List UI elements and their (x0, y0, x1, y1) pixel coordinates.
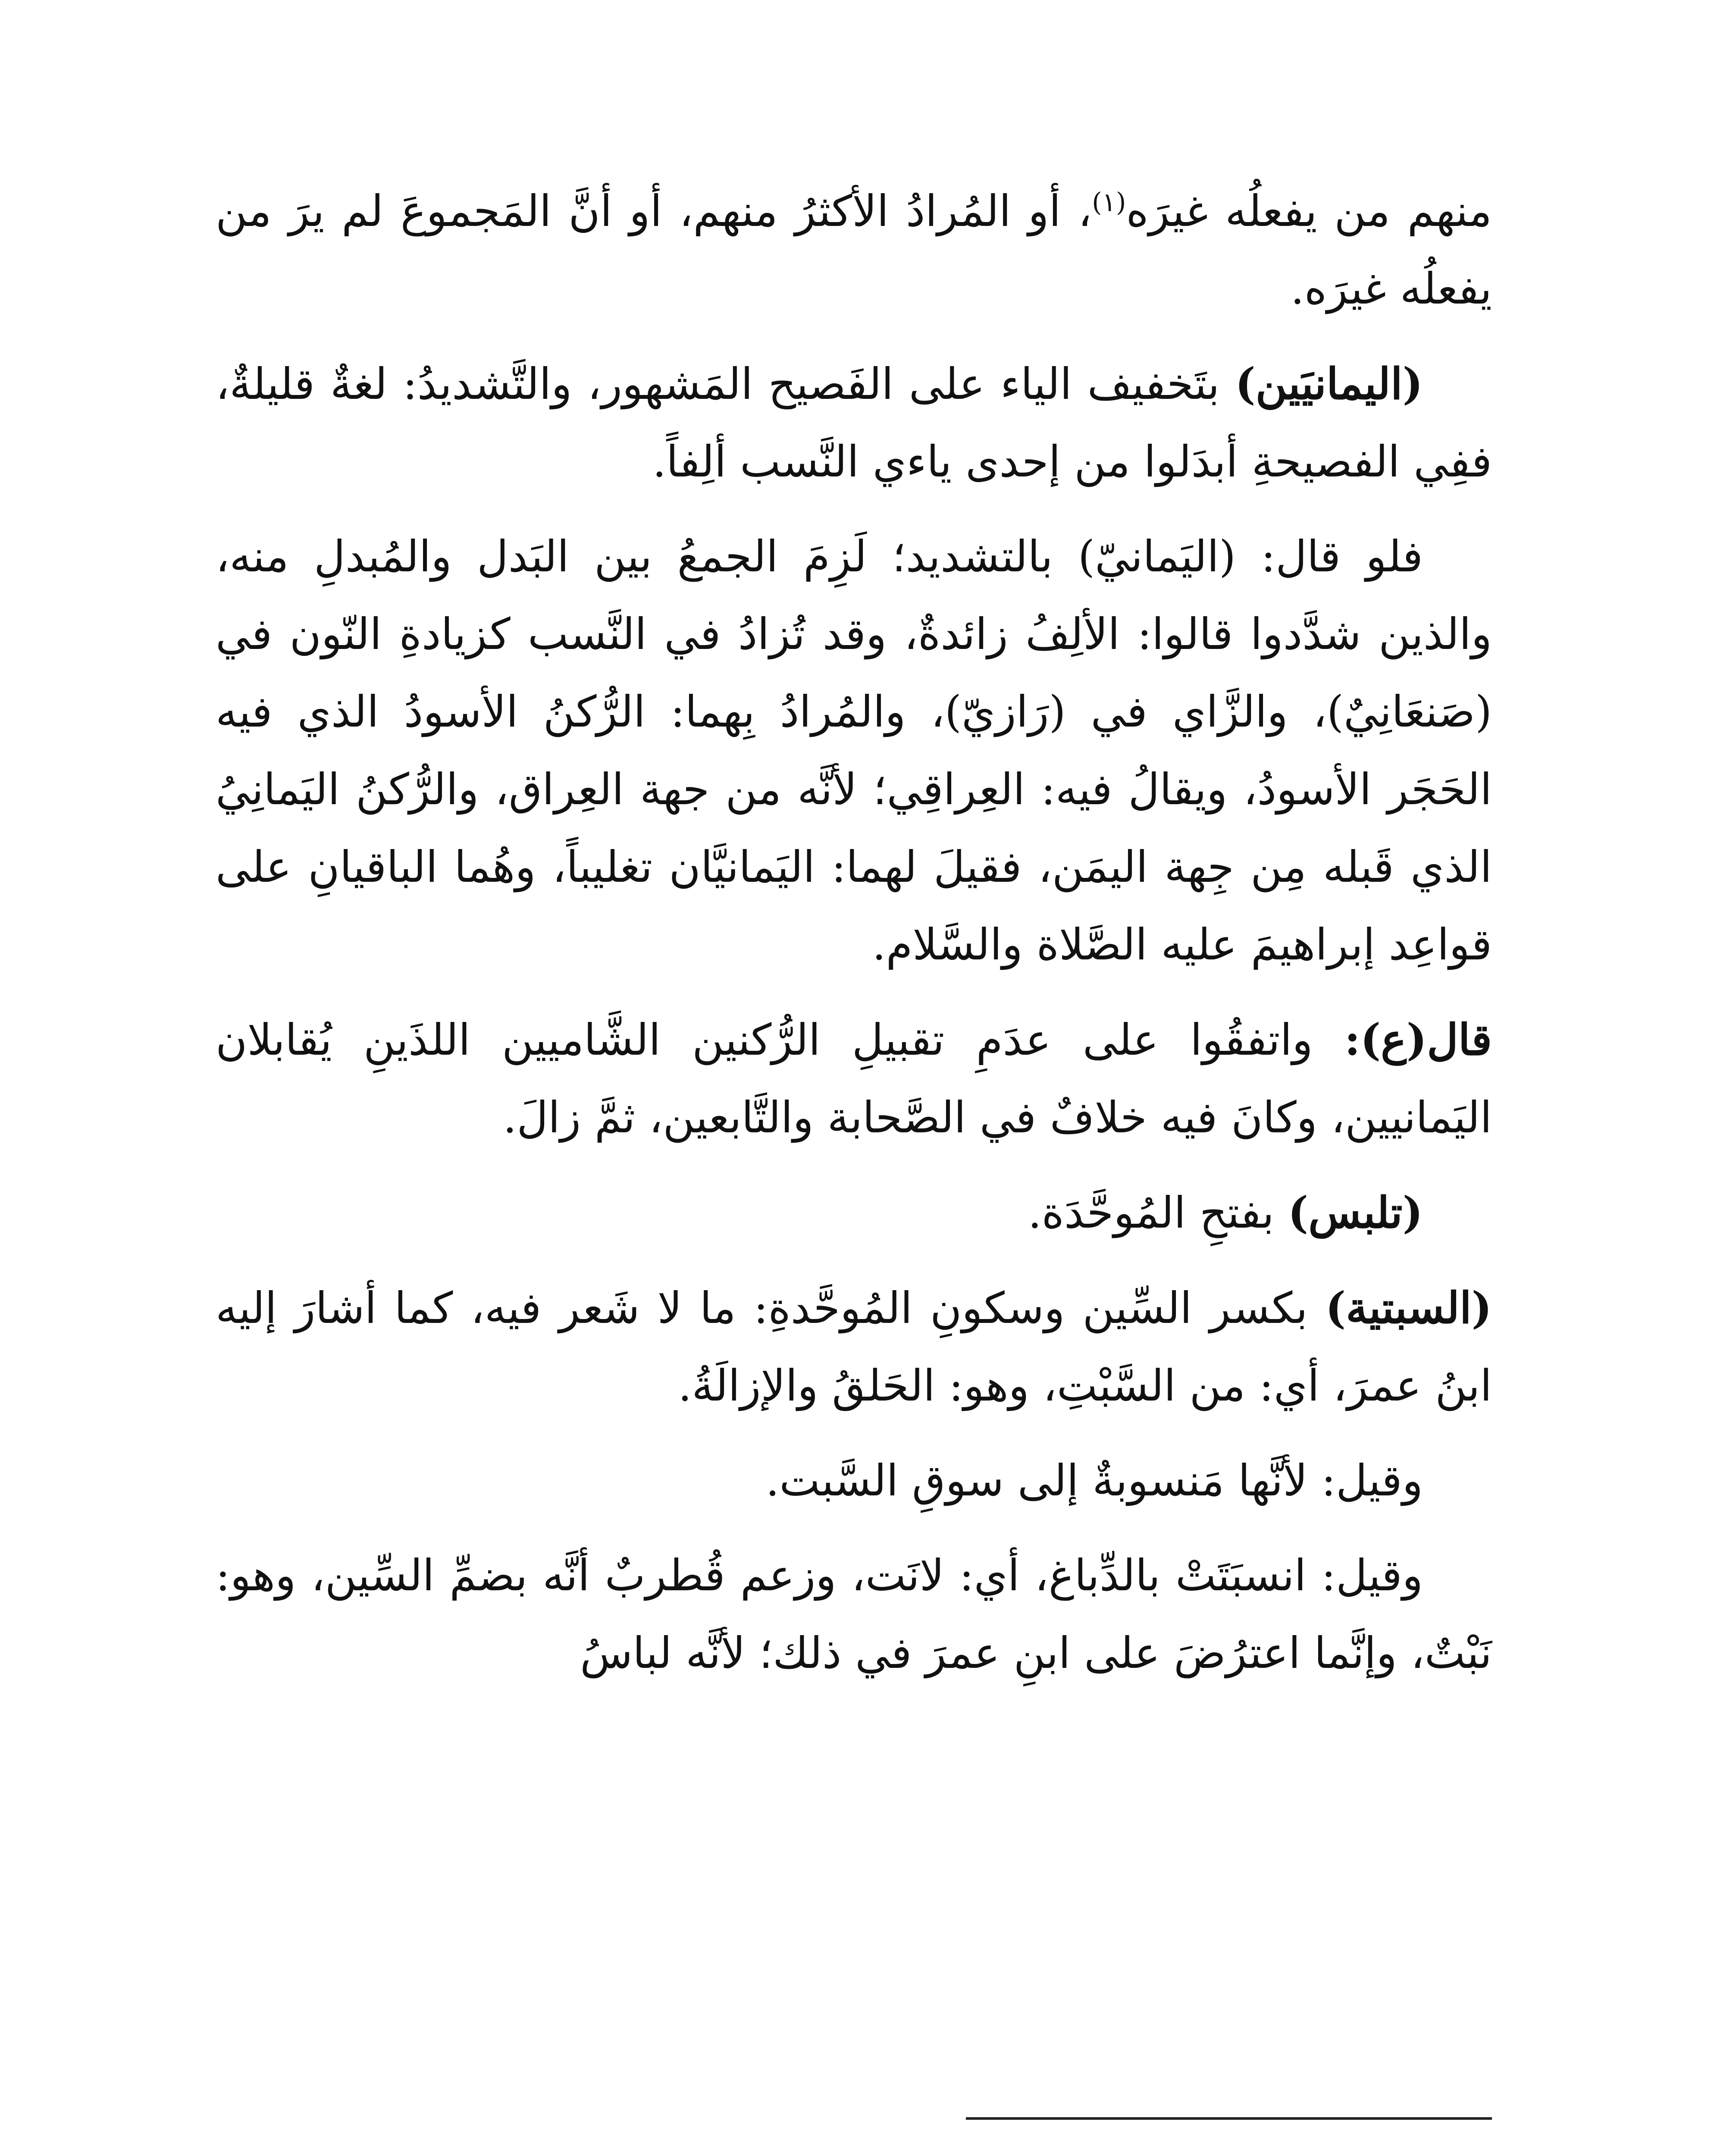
paragraph-4-text: واتفقُوا على عدَمِ تقبيلِ الرُّكنين الشَّاميين اللذَينِ يُقابلان اليَمانيين، وكانَ فيه خلافٌ في الصَّحابة والتَّابعين، ثمَّ زالَ. (216, 1015, 1492, 1143)
paragraph-2-text: بتَخفيف الياء على الفَصيح المَشهور، والتَّشديدُ: لغةٌ قليلةٌ، ففِي الفصيحةِ أبدَلوا من إحدى ياءي النَّسب ألِفاً. (216, 359, 1492, 487)
paragraph-7-text: وقيل: لأنَّها مَنسوبةٌ إلى سوقِ السَّبت. (765, 1455, 1423, 1506)
footnote (216, 2152, 1492, 2156)
paragraph-3 (216, 518, 1492, 984)
main-text (216, 172, 1492, 1709)
paragraph-3-text: فلو قال: (اليَمانيّ) بالتشديد؛ لَزِمَ الجمعُ بين البَدل والمُبدلِ منه، والذين شدَّدوا قالوا: الألِفُ زائدةٌ، وقد تُزادُ في النَّسب كزيادةِ النّون في (صَنعَانِيٌ)، والزَّاي في (رَازيّ)، والمُرادُ بِهما: الرُّكنُ الأسودُ الذي فيه الحَجَر الأسودُ، ويقالُ فيه: العِراقِي؛ لأنَّه من جهة العِراق، والرُّكنُ اليَمانِيُ الذي قَبله مِن جِهة اليمَن، فقيلَ لهما: اليَمانيَّان تغليباً، وهُما الباقيانِ على قواعِد إبراهيمَ عليه الصَّلاة والسَّلام. (216, 531, 1492, 970)
paragraph-6 (216, 1269, 1492, 1425)
paragraph-5-lead: (تلبس) (1288, 1187, 1423, 1238)
footnote-divider (966, 2117, 1492, 2120)
paragraph-4 (216, 1001, 1492, 1156)
paragraph-5-text: بفتحِ المُوحَّدَة. (1028, 1188, 1288, 1238)
paragraph-2 (216, 345, 1492, 501)
footnote-marker: (١) (1092, 187, 1126, 218)
paragraph-1 (216, 172, 1492, 328)
paragraph-1-text: منهم من يفعلُه غيرَه (1126, 186, 1492, 236)
paragraph-8 (216, 1537, 1492, 1692)
paragraph-6-text: بكسر السِّين وسكونِ المُوحَّدةِ: ما لا شَعر فيه، كما أشارَ إليه ابنُ عمرَ، أي: من السَّبْتِ، وهو: الحَلقُ والإزالَةُ. (216, 1283, 1492, 1411)
paragraph-6-lead: (السبتية) (1325, 1282, 1492, 1333)
paragraph-5 (216, 1174, 1492, 1252)
paragraph-8-text: وقيل: انسبَتَتْ بالدِّباغ، أي: لانَت، وزعم قُطربٌ أنَّه بضمِّ السِّين، وهو: نَبْتٌ، وإنَّما اعترُضَ على ابنِ عمرَ في ذلك؛ لأنَّه لباسُ (216, 1550, 1492, 1678)
paragraph-2-lead: (اليمانيَين) (1235, 358, 1423, 409)
paragraph-4-lead: قال(ع): (1344, 1014, 1492, 1065)
paragraph-7 (216, 1442, 1492, 1520)
paragraph-1-text-continued: ، أو المُرادُ الأكثرُ منهم، أو أنَّ المَجموعَ لم يرَ من يفعلُه غيرَه. (216, 186, 1492, 314)
